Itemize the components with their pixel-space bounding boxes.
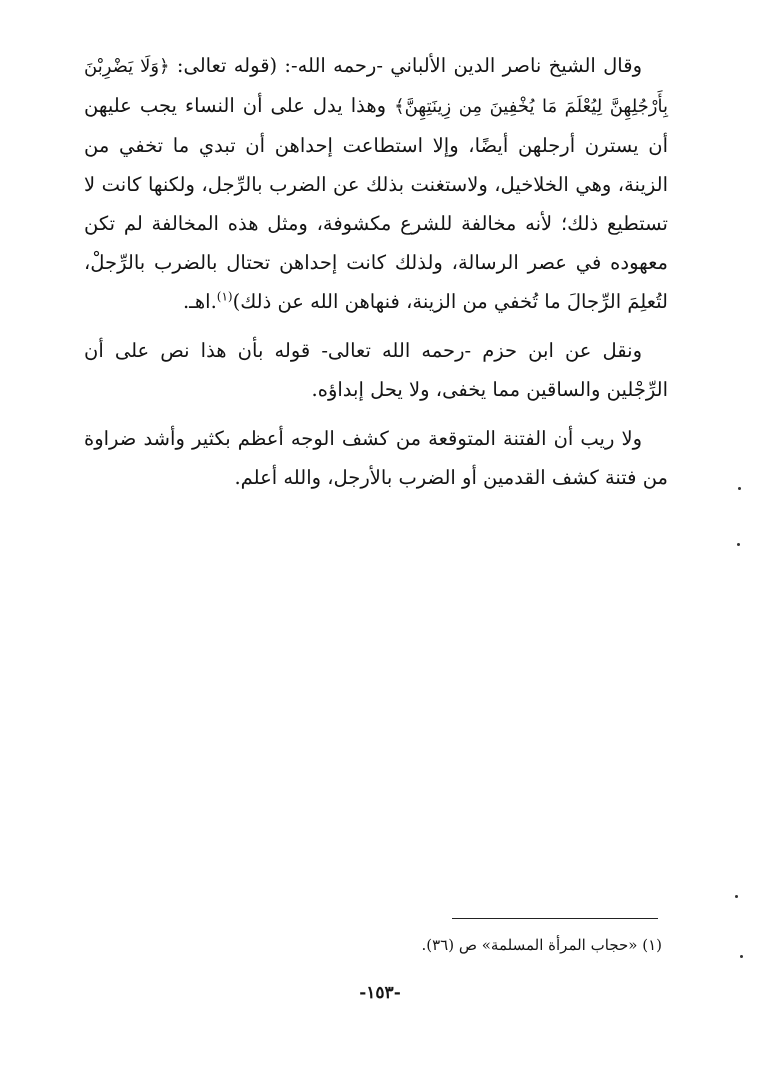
scan-speck bbox=[737, 543, 740, 546]
quran-verse: ﴿وَلَا يَضْرِبْنَ بِأَرْجُلِهِنَّ لِيُعْلَمَ مَا يُخْفِينَ مِن زِينَتِهِنَّ﴾ bbox=[84, 56, 668, 117]
scan-speck bbox=[738, 487, 741, 490]
paragraph-ibn-hazm: ونقل عن ابن حزم -رحمه الله تعالى- قوله بأن هذا نص على أن الرِّجْلين والساقين مما يخفى، ولا يحل إبداؤه. bbox=[84, 339, 668, 401]
scan-speck bbox=[740, 955, 743, 958]
paragraph-albani-quote bbox=[84, 46, 668, 321]
footnote-divider bbox=[452, 918, 658, 919]
paragraph-conclusion: ولا ريب أن الفتنة المتوقعة من كشف الوجه أعظم بكثير وأشد ضراوة من فتنة كشف القدمين أو الضرب بالأرجل، والله أعلم. bbox=[84, 427, 668, 489]
footnote: (١) «حجاب المرأة المسلمة» ص (٣٦). bbox=[421, 936, 662, 954]
footnote-reference: (١) bbox=[216, 289, 233, 304]
scan-speck bbox=[735, 895, 738, 898]
paragraph-1-intro: وقال الشيخ ناصر الدين الألباني -رحمه الله-: (قوله تعالى: bbox=[169, 54, 642, 77]
main-text bbox=[84, 46, 668, 497]
paragraph-1-tail: .اهـ. bbox=[182, 290, 217, 313]
page-number: -١٥٣- bbox=[359, 983, 401, 1003]
paragraph-1-body: وهذا يدل على أن النساء يجب عليهن أن يسترن أرجلهن أيضًا، وإلا استطاعت إحداهن أن تبدي ما تخفي من الزينة، وهي الخلاخيل، ولاستغنت بذلك عن الضرب بالرِّجل، ولكنها كانت لا تستطيع ذلك؛ لأنه مخالفة للشرع مكشوفة، ومثل هذه المخالفة لم تكن معهوده في عصر الرسالة، ولذلك كانت إحداهن تحتال بالضرب بالرِّجلْ، لتُعلِمَ الرِّجالَ ما تُخفي من الزينة، فنهاهن الله عن ذلك) bbox=[84, 94, 668, 313]
